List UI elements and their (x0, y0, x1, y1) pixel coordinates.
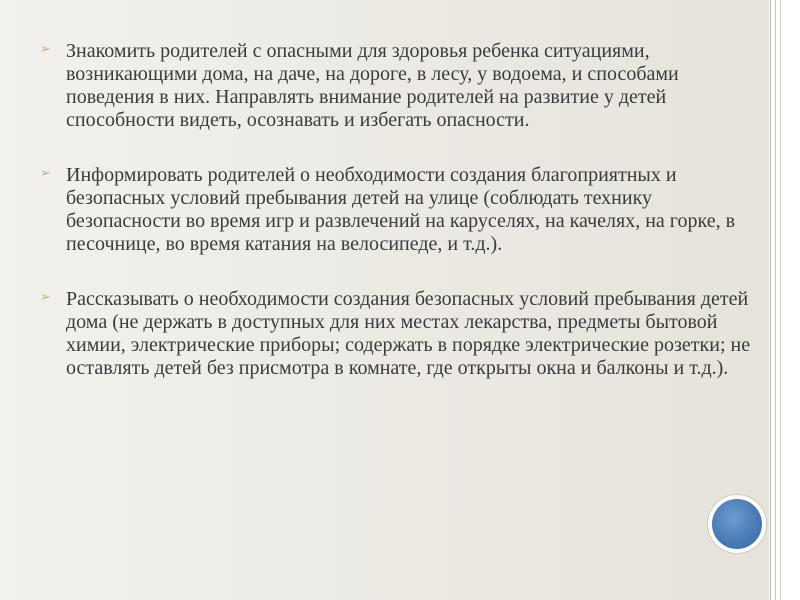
bullet-list (40, 40, 760, 412)
bullet-arrow-icon: ➢ (40, 42, 51, 57)
bullet-item (40, 40, 760, 132)
frame-line (770, 0, 771, 600)
frame-line (780, 0, 781, 600)
bullet-text: Рассказывать о необходимости создания безопасных условий пребывания детей дома (не держать в доступных для них местах лекарства, предметы бытовой химии, электрические приборы; содержать в порядке электрические розетки; не оставлять детей без присмотра в комнате, где открыты окна и балконы и т.д.). (66, 288, 751, 379)
bullet-text: Информировать родителей о необходимости создания благоприятных и безопасных условий пребывания детей на улице (соблюдать технику безопасности во время игр и развлечений на каруселях, на качелях, на горке, в песочнице, во время катания на велосипеде, и т.д.). (66, 164, 736, 255)
frame-line (775, 0, 776, 600)
decorative-circle (712, 499, 762, 549)
bullet-item (40, 288, 760, 380)
bullet-arrow-icon: ➢ (40, 166, 51, 181)
bullet-arrow-icon: ➢ (40, 290, 51, 305)
bullet-text: Знакомить родителей с опасными для здоровья ребенка ситуациями, возникающими дома, на даче, на дороге, в лесу, у водоема, и способами поведения в них. Направлять внимание родителей на развитие у детей способности видеть, осознавать и избегать опасности. (66, 40, 679, 131)
bullet-item (40, 164, 760, 256)
